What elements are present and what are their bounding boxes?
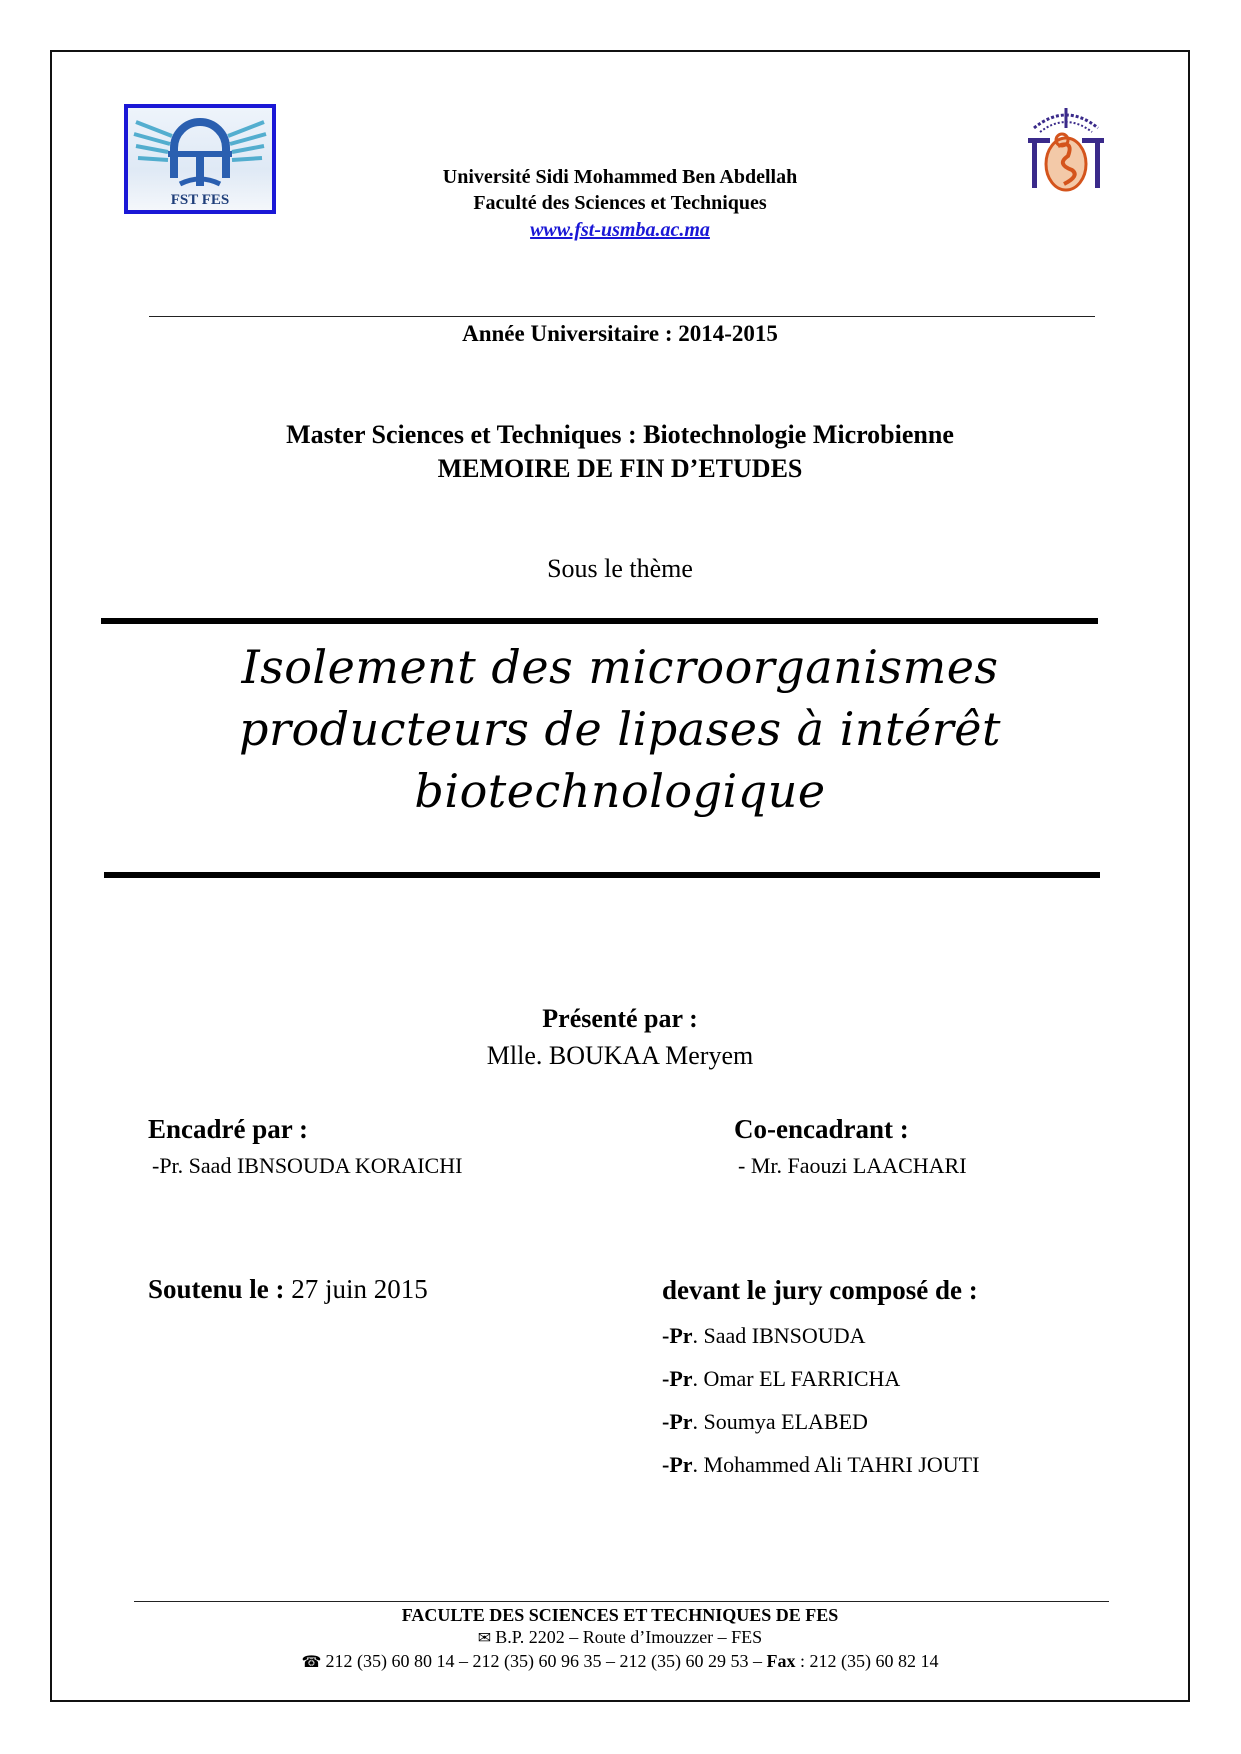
fax-number: : 212 (35) 60 82 14	[795, 1651, 939, 1671]
jury-member: -Pr. Saad IBNSOUDA	[662, 1323, 866, 1348]
document-type: MEMOIRE DE FIN D’ETUDES	[437, 454, 803, 483]
footer-block	[150, 1604, 1090, 1674]
jury-label: devant le jury composé de :	[662, 1275, 978, 1305]
supervisor-label: Encadré par :	[148, 1114, 308, 1144]
jury-member: -Pr. Mohammed Ali TAHRI JOUTI	[662, 1452, 980, 1477]
defense-date: 27 juin 2015	[284, 1274, 428, 1304]
usmba-emblem	[1018, 104, 1114, 200]
title-line: Isolement des microorganismes	[241, 640, 999, 694]
jury-member: -Pr. Soumya ELABED	[662, 1409, 868, 1434]
footer-divider	[134, 1601, 1109, 1602]
faculty-name: Faculté des Sciences et Techniques	[473, 192, 767, 214]
fst-emblem-icon	[128, 108, 272, 210]
thesis-title	[150, 636, 1090, 822]
title-top-rule	[101, 618, 1098, 624]
co-supervisor-name: - Mr. Faouzi LAACHARI	[738, 1153, 967, 1178]
master-program: Master Sciences et Techniques : Biotechnologie Microbienne	[286, 420, 954, 449]
university-crest-icon	[1018, 104, 1114, 200]
fst-fes-logo	[124, 104, 276, 214]
footer-phones: ☎ 212 (35) 60 80 14 – 212 (35) 60 96 35 – 212 (35) 60 29 53 – Fax : 212 (35) 60 82 14	[150, 1650, 1090, 1674]
footer-address: ✉ B.P. 2202 – Route d’Imouzzer – FES	[150, 1626, 1090, 1650]
header-divider	[149, 316, 1095, 317]
footer-institution: FACULTE DES SCIENCES ET TECHNIQUES DE FES	[401, 1605, 839, 1625]
jury-member: -Pr. Omar EL FARRICHA	[662, 1366, 901, 1391]
jury-list	[662, 1322, 979, 1479]
theme-intro: Sous le thème	[547, 554, 693, 583]
title-line: biotechnologique	[414, 764, 826, 818]
presented-by-label: Présenté par :	[542, 1004, 698, 1033]
student-name: Mlle. BOUKAA Meryem	[486, 1041, 754, 1070]
mail-icon: ✉	[477, 1630, 492, 1647]
defense-date-line	[148, 1274, 428, 1305]
co-supervisor-label: Co-encadrant :	[734, 1114, 909, 1144]
phone-icon: ☎	[301, 1654, 322, 1671]
supervisor-name: -Pr. Saad IBNSOUDA KORAICHI	[152, 1153, 463, 1178]
defense-label: Soutenu le :	[148, 1274, 285, 1304]
university-name: Université Sidi Mohammed Ben Abdellah	[442, 166, 798, 188]
svg-text:FST FES: FST FES	[170, 192, 230, 208]
program-block	[150, 418, 1090, 486]
website-link[interactable]: www.fst-usmba.ac.ma	[530, 219, 710, 241]
title-line: producteurs de lipases à intérêt	[239, 702, 1001, 756]
title-bottom-rule	[104, 872, 1100, 878]
fax-label: Fax	[766, 1651, 796, 1671]
academic-year: Année Universitaire : 2014-2015	[462, 321, 778, 346]
